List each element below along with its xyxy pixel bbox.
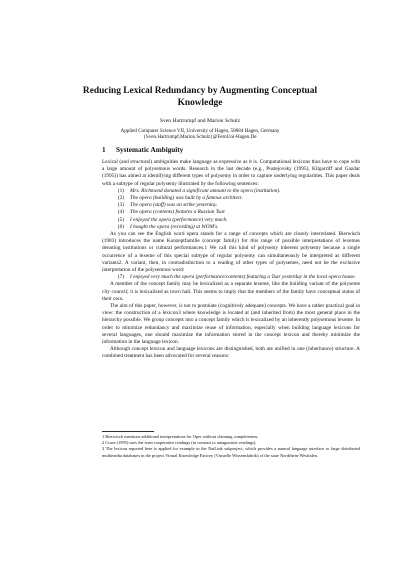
example-text: The opera (building) was built by a famous architect. bbox=[130, 195, 243, 202]
affiliation-block bbox=[60, 128, 340, 141]
paragraph-5: Although concept lexicon and language lexicons are distinguished, both are unified in one (inheritance) structure. A combined treatment has been advocated for several reasons: bbox=[102, 346, 360, 360]
example-text: Mrs. Richmond donated a significant amount to the opera (institution). bbox=[130, 187, 281, 194]
section-number: 1 bbox=[102, 146, 106, 154]
author-emails: {Sven.Hartrumpf,Marion.Schulz}@FernUni-Hagen.De bbox=[143, 134, 257, 141]
paragraph-4: The aim of this paper, however, is not to postulate (cognitively adequate) concepts. We have a rather practical goal in view: the construction of a lexicon3 where knowledge is located at (and inherited from) the most general place in the hierarchy possible. We group concepts into a concept family which is lexicalized by an inherently polysemous lexeme. In order to minimize redundancy and maximize reuse of information, especially when building language lexicons for several languages, one should maximize the information stored in the concept lexicon and thereby minimize the information in the language lexicon. bbox=[102, 303, 360, 346]
example-number: (1) bbox=[117, 187, 124, 194]
example-item bbox=[102, 209, 360, 216]
example-number: (3) bbox=[117, 202, 124, 209]
example-item bbox=[102, 224, 360, 231]
example-item bbox=[102, 188, 360, 195]
example-number: (4) bbox=[117, 209, 124, 216]
paragraph-1: Lexical (and structural) ambiguities make language as expressive as it is. Computational lexicons thus have to cope with a large amount of polysemous words. Research in the last decade (e.g., Pustejovsky (1995), Kilgarriff and Gazdar (1995)) has aimed at identifying different types of polysemy in order to capture underlying regularities. This paper deals with a subtype of regular polysemy illustrated by the following sentences: bbox=[102, 159, 360, 187]
footnote-1: 1 Bierwisch mentions additional interpretations for Oper without claiming completeness. bbox=[102, 434, 259, 439]
paragraph-3: A member of the concept family may be lexicalized as a separate lexeme, like the building variant of the polyseme city council; it is lexicalized as town hall. This seems to imply that the members of the family have conceptual status of their own. bbox=[102, 281, 360, 302]
paper-title: Reducing Lexical Redundancy by Augmenting Conceptual Knowledge bbox=[82, 86, 318, 108]
example-text: I enjoyed the opera (performance) very much. bbox=[130, 216, 228, 223]
example-text: I enjoyed very much the opera (performance/contents) featuring a Tsar yesterday in the local opera house. bbox=[130, 274, 356, 281]
affiliation: Applied Computer Science VII, University of Hagen, 58084 Hagen, Germany bbox=[120, 128, 280, 134]
example-text: The opera (contents) features a Russian Tsar. bbox=[130, 209, 226, 216]
example-number: (6) bbox=[117, 223, 124, 230]
example-number: (5) bbox=[117, 216, 124, 223]
example-number: (7) bbox=[117, 274, 124, 281]
footnote-3: 3 The lexicon reported here is applied for example in the NatLink subproject, which provides a natural language interface to large distributed multimedia databases in the project Virtual Knowledge Factory (Virtuelle Wissensfabrik) of the state Nordrhein-Westfalen. bbox=[102, 446, 360, 458]
body-text bbox=[102, 159, 360, 361]
section-title: Systematic Ambiguity bbox=[116, 146, 184, 154]
example-list bbox=[102, 188, 360, 231]
example-number: (2) bbox=[117, 195, 124, 202]
author-list: Sven Hartrumpf and Marion Schulz bbox=[159, 118, 241, 124]
example-item bbox=[102, 217, 360, 224]
example-text: The opera (staff) was on strike yesterday. bbox=[130, 202, 218, 209]
section-heading bbox=[102, 146, 183, 155]
paragraph-2: As you can see the English word opera stands for a range of concepts which are closely interrelated. Bierwisch (1983) introduces the name Konzeptfamilie (concept family) for this range of possible interpretations of lexemes denoting institutions or cultural performances.1 We call this kind of polysemy inherent polysemy because a single occurrence of a lexeme of this special subtype of regular polysemy can simultaneously be interpreted as different variants2. A variant, then, in contradistinction to a reading of other types of polysemes, need not be the exclusive interpretation of the polysemous word: bbox=[102, 231, 360, 274]
example-text: I bought the opera (recording) at WOM's. bbox=[130, 223, 219, 230]
footnote-rule bbox=[102, 431, 154, 432]
footnotes bbox=[102, 434, 360, 459]
footnote-2: 2 Cruse (1995) uses the term cooperative readings (in contrast to antagonistic readings). bbox=[102, 440, 257, 446]
